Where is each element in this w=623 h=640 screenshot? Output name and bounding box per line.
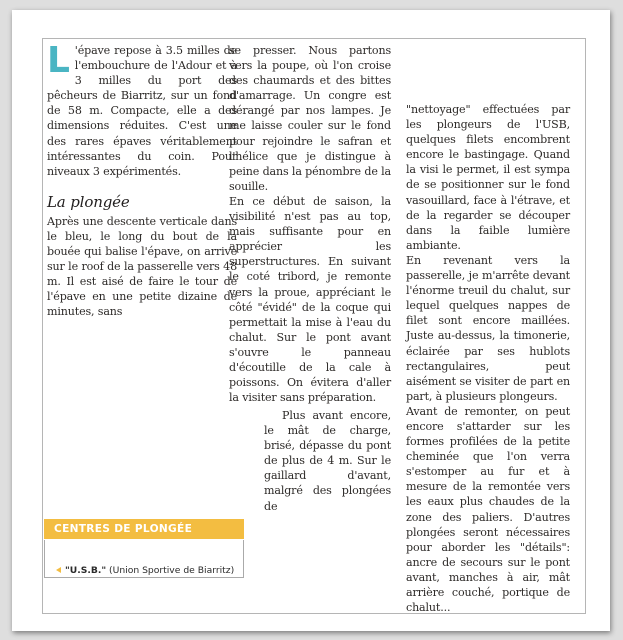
column-1 (47, 40, 237, 320)
intro-text: 'épave repose à 3.5 milles de l'embouchure de l'Adour et à 3 milles du port des pêcheurs de Biarritz, sur un fond de 58 m. Compacte, elle a des dimensions réduites. C'est une des rares épaves véritablement intéressantes du coin. Pour niveaux 3 expérimentés. (47, 44, 237, 178)
dive-centre-item (56, 565, 234, 576)
dive-centres-title: CENTRES DE PLONGÉE (44, 519, 244, 539)
col3-paragraph-2: En revenant vers la passerelle, je m'arrête devant l'énorme treuil du chalut, sur lequel quelques nappes de filet sont encore maillées. Juste au-dessus, la timonerie, éclairée par ses hublots rectangulaires, peut aisément se visiter de part en part, à plusieurs plongeurs. (406, 253, 570, 403)
col2-paragraph-1: se presser. Nous partons vers la poupe, où l'on croise des chaumards et des bittes d'amarrage. Un congre est dérangé par nos lampes. Je me laisse couler sur le fond pour rejoindre le safran et l'hélice que je distingue à peine dans la pénombre de la souille. (229, 44, 391, 193)
col2-paragraph-2: En ce début de saison, la visibilité n'est pas au top, mais suffisante pour en apprécier les superstructures. En suivant le coté tribord, je remonte vers la proue, appréciant le côté "évidé" de la coque qui permettait la mise à l'eau du chalut. Sur le pont avant s'ouvre le panneau d'écoutille de la cale à poissons. On évitera d'aller la visiter sans préparation. (229, 194, 391, 405)
dive-paragraph: Après une descente verticale dans le bleu, le long du bout de la bouée qui balise l'épave, on arrive sur le roof de la passerelle vers 48 m. Il est aisé de faire le tour de l'épave en une petite dizaine de minutes, sans (47, 214, 237, 319)
triangle-bullet-icon (56, 567, 61, 573)
intro-paragraph (47, 40, 237, 179)
dive-centre-name: "U.S.B." (65, 565, 107, 576)
section-heading: La plongée (47, 192, 130, 211)
column-3 (406, 102, 570, 615)
dive-centre-description: (Union Sportive de Biarritz) (106, 565, 235, 576)
drop-cap: L (47, 40, 70, 81)
col2-paragraph-3: Plus avant encore, le mât de charge, brisé, dépasse du pont de plus de 4 m. Sur le gaillard d'avant, malgré des plongées de (264, 409, 391, 513)
column-2 (229, 43, 391, 405)
column-2-lower (264, 408, 391, 514)
col3-paragraph-1: "nettoyage" effectuées par les plongeurs de l'USB, quelques filets encombrent encore le bastingage. Quand la visi le permet, il est sympa de se positionner sur le fond vasouillard, face à l'étrave, et de la regarder se découper dans la faible lumière ambiante. (406, 103, 570, 252)
col3-paragraph-3: Avant de remonter, on peut encore s'attarder sur les formes profilées de la petite cheminée que l'on verra s'estomper au fur et à mesure de la remontée vers les eaux plus chaudes de la zone des paliers. D'autres plongées seront nécessaires pour aborder les "détails": ancre de secours sur le pont avant, manches à air, mât arrière couché, portique de chalut... (406, 404, 570, 615)
